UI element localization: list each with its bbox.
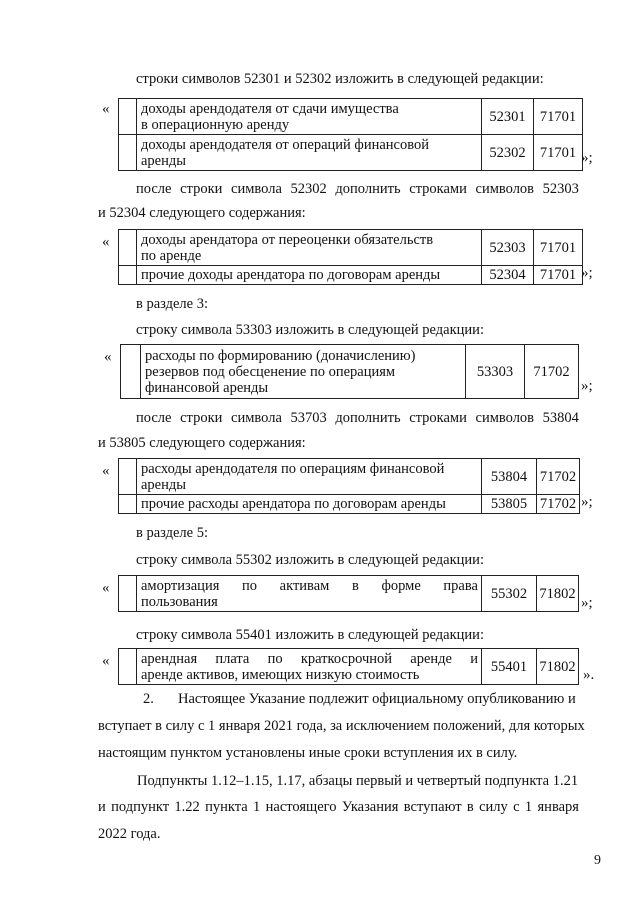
table-row xyxy=(119,495,580,514)
row-description: прочие доходы арендатора по договорам аренды xyxy=(137,266,482,285)
table-row xyxy=(119,266,583,285)
opening-quote: « xyxy=(102,463,110,479)
code-cell: 71702 xyxy=(537,495,580,514)
row-description: доходы арендодателя от сдачи имущества в операционную аренду xyxy=(137,99,482,135)
page-number: 9 xyxy=(594,853,601,868)
paragraph-symbol-55302: строку символа 55302 изложить в следующей редакции: xyxy=(136,552,484,568)
symbol-cell: 52301 xyxy=(482,99,534,135)
closing-quote: »; xyxy=(581,595,593,611)
row-description: прочие расходы арендатора по договорам аренды xyxy=(137,495,482,514)
symbols-table-5 xyxy=(118,575,579,612)
symbols-table-2 xyxy=(118,229,583,285)
section-3-heading: в разделе 3: xyxy=(136,296,209,312)
row-description: расходы по формированию (доначислению) резервов под обесценение по операциям финансовой аренды xyxy=(141,345,466,399)
paragraph-add-53804-53805: после строки символа 53703 дополнить строками символов 53804 xyxy=(136,410,579,426)
paragraph-effective-date: Настоящее Указание подлежит официальному опубликованию и xyxy=(178,691,576,707)
opening-quote: « xyxy=(102,101,110,117)
paragraph-line-justified: и подпункт 1.22 пункта 1 настоящего Указания вступают в силу с 1 января xyxy=(98,799,579,815)
code-cell: 71701 xyxy=(534,230,583,266)
opening-quote: « xyxy=(104,349,112,365)
symbol-cell: 52302 xyxy=(482,135,534,171)
paragraph-line: 2022 года. xyxy=(98,826,161,842)
opening-quote: « xyxy=(102,580,110,596)
table-row xyxy=(119,649,579,685)
symbol-cell: 52303 xyxy=(482,230,534,266)
table-row xyxy=(121,345,579,399)
paragraph-add-52303-52304: после строки символа 52302 дополнить строками символов 52303 xyxy=(136,181,579,197)
paragraph-line: и 52304 следующего содержания: xyxy=(98,205,306,221)
table-row xyxy=(119,459,580,495)
closing-quote: »; xyxy=(581,494,593,510)
symbol-cell: 55401 xyxy=(482,649,537,685)
table-row xyxy=(119,135,583,171)
closing-quote: »; xyxy=(581,378,593,394)
paragraph-subclauses-2022: Подпункты 1.12–1.15, 1.17, абзацы первый и четвертый подпункта 1.21 xyxy=(137,773,579,789)
closing-period-quote: ». xyxy=(583,667,595,683)
opening-quote: « xyxy=(102,234,110,250)
paragraph-symbols-52301-52302: строки символов 52301 и 52302 изложить в следующей редакции: xyxy=(136,71,544,87)
row-description: доходы арендатора от переоценки обязательств по аренде xyxy=(137,230,482,266)
symbol-cell: 52304 xyxy=(482,266,534,285)
symbols-table-3 xyxy=(120,344,579,399)
paragraph-line: вступает в силу с 1 января 2021 года, за исключением положений, для которых xyxy=(98,718,585,734)
code-cell: 71701 xyxy=(534,135,583,171)
code-cell: 71702 xyxy=(525,345,579,399)
paragraph-line: и 53805 следующего содержания: xyxy=(98,435,306,451)
row-description: доходы арендодателя от операций финансовой аренды xyxy=(137,135,482,171)
symbol-cell: 53303 xyxy=(466,345,525,399)
paragraph-symbol-55401: строку символа 55401 изложить в следующей редакции: xyxy=(136,627,484,643)
code-cell: 71702 xyxy=(537,459,580,495)
code-cell: 71701 xyxy=(534,99,583,135)
opening-quote: « xyxy=(102,653,110,669)
symbol-cell: 55302 xyxy=(482,576,537,612)
row-description: арендная плата по краткосрочной аренде и аренде активов, имеющих низкую стоимость xyxy=(137,649,482,685)
code-cell: 71802 xyxy=(537,576,579,612)
symbol-cell: 53804 xyxy=(482,459,537,495)
paragraph-line: настоящим пунктом установлены иные сроки вступления их в силу. xyxy=(98,745,518,761)
code-cell: 71701 xyxy=(534,266,583,285)
section-5-heading: в разделе 5: xyxy=(136,525,209,541)
table-row xyxy=(119,99,583,135)
paragraph-symbol-53303: строку символа 53303 изложить в следующей редакции: xyxy=(136,322,484,338)
symbols-table-4 xyxy=(118,458,580,514)
symbol-cell: 53805 xyxy=(482,495,537,514)
table-row xyxy=(119,576,579,612)
closing-quote: »; xyxy=(581,150,593,166)
closing-quote: »; xyxy=(581,265,593,281)
row-description: амортизация по активам в форме права пользования xyxy=(137,576,482,612)
code-cell: 71802 xyxy=(537,649,579,685)
row-description: расходы арендодателя по операциям финансовой аренды xyxy=(137,459,482,495)
item-number-2: 2. xyxy=(143,691,154,707)
table-row xyxy=(119,230,583,266)
symbols-table-1 xyxy=(118,98,583,171)
symbols-table-6 xyxy=(118,648,579,685)
